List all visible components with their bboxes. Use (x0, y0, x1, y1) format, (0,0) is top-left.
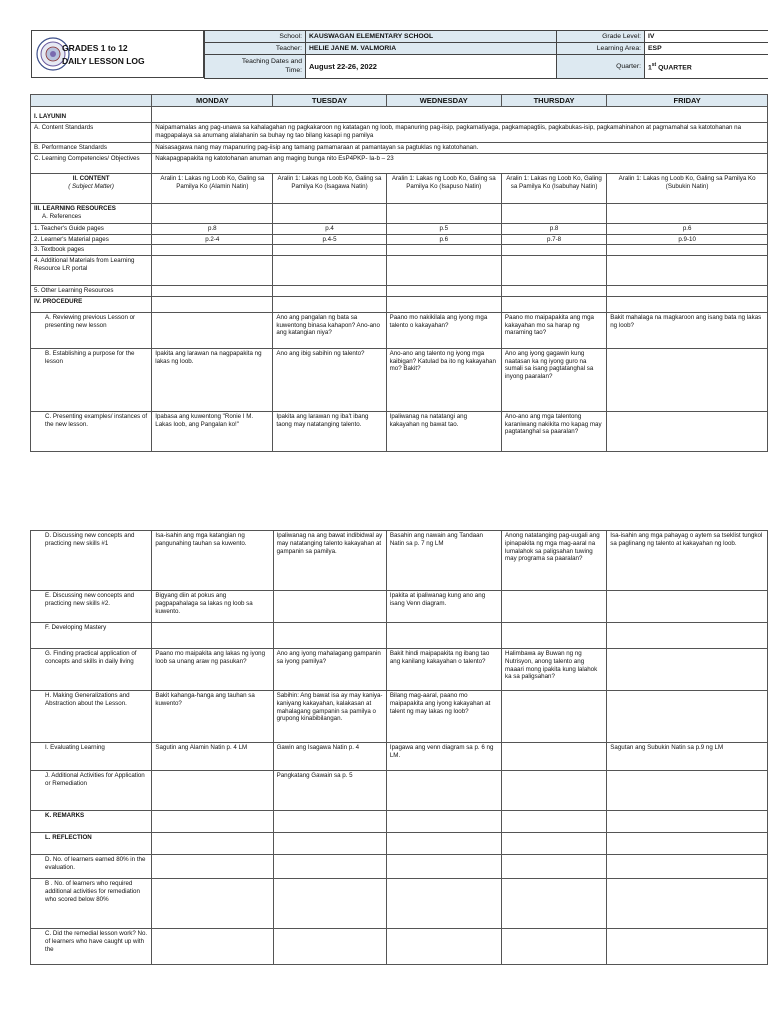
lm-wednesday: p.6 (386, 234, 501, 245)
procedure-b-label: B. Establishing a purpose for the lesson (31, 348, 152, 411)
pa-monday (152, 312, 273, 348)
tg-tuesday: p.4 (273, 223, 386, 234)
dates-value: August 22-26, 2022 (306, 55, 557, 79)
rb-wed (386, 879, 501, 929)
ph-wednesday: Bilang mag-aaral, paano mo maipapakita ang iyong kakayahan at talent ng may lakas ng loob? (386, 691, 501, 743)
am-wed (386, 256, 501, 286)
pj-wednesday (386, 771, 501, 811)
header-title-dll: DAILY LESSON LOG (62, 56, 145, 66)
rd-wed (386, 855, 501, 879)
pi-tuesday: Gawin ang Isagawa Natin p. 4 (273, 743, 386, 771)
tb-tue (273, 245, 386, 256)
pa-thursday: Paano mo maipapakita ang mga kakayahan mo sa harap ng maraming tao? (501, 312, 606, 348)
or-mon (152, 286, 273, 297)
quarter-label: Quarter: (557, 55, 645, 79)
content-label: II. CONTENT (72, 174, 110, 182)
dates-label-line2: Time: (285, 66, 302, 74)
procedure-e-row (31, 591, 768, 623)
performance-standards-row (31, 143, 768, 154)
dates-label-line1: Teaching Dates and (241, 57, 302, 65)
procedure-c-row (31, 411, 768, 451)
rb-tue (273, 879, 386, 929)
procedure-c-label: C. Presenting examples/ instances of the new lesson. (31, 411, 152, 451)
procedure-heading: IV. PROCEDURE (31, 296, 152, 312)
rf-tue (273, 833, 386, 855)
rk-fri (607, 811, 768, 833)
pj-tuesday: Pangkatang Gawain sa p. 5 (273, 771, 386, 811)
rk-wed (386, 811, 501, 833)
pi-thursday (502, 743, 607, 771)
resources-wed (386, 203, 501, 223)
grade-label: Grade Level: (557, 31, 645, 43)
procedure-h-row (31, 691, 768, 743)
pi-friday: Sagutan ang Subukin Natin sa p.9 ng LM (607, 743, 768, 771)
procedure-h-label: H. Making Generalizations and Abstraction about the Lesson. (31, 691, 152, 743)
references-label: A. References (42, 212, 82, 220)
ph-thursday (502, 691, 607, 743)
rd-thu (502, 855, 607, 879)
tb-thu (501, 245, 606, 256)
corner-cell (31, 95, 152, 107)
pj-monday (152, 771, 273, 811)
pb-friday (607, 348, 768, 411)
reflection-d-row (31, 855, 768, 879)
reflection-label: L. REFLECTION (31, 833, 152, 855)
rc-fri (607, 929, 768, 965)
procedure-row (31, 296, 768, 312)
pc-friday (607, 411, 768, 451)
rb-thu (502, 879, 607, 929)
pc-monday: Ipabasa ang kuwentong "Ronie I M. Lakas loob, ang Pangalan ko!" (152, 411, 273, 451)
resources-fri (607, 203, 768, 223)
pr-fri (607, 296, 768, 312)
performance-standards-text: Naisasagawa nang may mapanuring pag-iisip ang tamang pamamaraan at pamantayan sa pagtuklas ng katotohanan. (152, 143, 768, 154)
pr-tue (273, 296, 386, 312)
pe-thursday (502, 591, 607, 623)
teacher-value: HELIE JANE M. VALMORIA (306, 43, 557, 55)
rc-wed (386, 929, 501, 965)
rf-fri (607, 833, 768, 855)
pg-tuesday: Ano ang iyong mahalagang gampanin sa iyong pamilya? (273, 649, 386, 691)
procedure-g-label: G. Finding practical application of concepts and skills in daily living (31, 649, 152, 691)
procedure-d-label: D. Discussing new concepts and practicing new skills #1 (31, 531, 152, 591)
pj-friday (607, 771, 768, 811)
pb-wednesday: Ano-ano ang talento ng iyong mga kaibigan? Katulad ba ito ng kakayahan mo? Bakit? (386, 348, 501, 411)
am-fri (607, 256, 768, 286)
pi-monday: Sagutin ang Alamin Natin p. 4 LM (152, 743, 273, 771)
content-row (31, 173, 768, 203)
reflection-c-row (31, 929, 768, 965)
content-thursday: Aralin 1: Lakas ng Loob Ko, Galing sa Pamilya Ko (Isabuhay Natin) (501, 173, 606, 203)
procedure-g-row (31, 649, 768, 691)
tg-thursday: p.8 (501, 223, 606, 234)
tg-label: 1. Teacher's Guide pages (31, 223, 152, 234)
pb-monday: Ipakita ang larawan na nagpapakita ng lakas ng loob. (152, 348, 273, 411)
header-title-grades: GRADES 1 to 12 (62, 43, 128, 53)
header (31, 30, 768, 78)
rf-wed (386, 833, 501, 855)
lm-monday: p.2-4 (152, 234, 273, 245)
content-wednesday: Aralin 1: Lakas ng Loob Ko, Galing sa Pamilya Ko (Isapuso Natin) (386, 173, 501, 203)
procedure-a-row (31, 312, 768, 348)
lesson-log-table-page1 (30, 94, 768, 452)
rb-mon (152, 879, 273, 929)
rc-mon (152, 929, 273, 965)
resources-thu (501, 203, 606, 223)
pg-monday: Paano mo maipakita ang lakas ng iyong loob sa unang araw ng pasukan? (152, 649, 273, 691)
pf-mon (152, 623, 273, 649)
resources-label: III. LEARNING RESOURCES (34, 204, 116, 212)
lm-thursday: p.7-8 (501, 234, 606, 245)
layunin-row (31, 107, 768, 123)
rk-mon (152, 811, 273, 833)
competencies-label: C. Learning Competencies/ Objectives (31, 153, 152, 173)
pd-friday: Isa-isahin ang mga pahayag o aytem sa tseklist tungkol sa paglinang ng talento at kakayahan ng loob. (607, 531, 768, 591)
or-tue (273, 286, 386, 297)
pg-wednesday: Bakit hindi maipapakita ng ibang tao ang kanilang kakayahan o talento? (386, 649, 501, 691)
procedure-b-row (31, 348, 768, 411)
ph-friday (607, 691, 768, 743)
pe-monday: Bigyang diin at pokus ang pagpapahalaga sa lakas ng loob sa kuwento. (152, 591, 273, 623)
am-thu (501, 256, 606, 286)
remarks-row (31, 811, 768, 833)
procedure-i-label: I. Evaluating Learning (31, 743, 152, 771)
pr-wed (386, 296, 501, 312)
pe-wednesday: Ipakita at ipaliwanag kung ano ang isang Venn diagram. (386, 591, 501, 623)
pf-wed (386, 623, 501, 649)
pd-tuesday: Ipaliwanag na ang bawat indibidwal ay may natatanging talento kakayahan at gampanin sa pamilya. (273, 531, 386, 591)
content-friday: Aralin 1: Lakas ng Loob Ko, Galing sa Pamilya Ko (Subukin Natin) (607, 173, 768, 203)
rd-fri (607, 855, 768, 879)
day-tuesday: TUESDAY (273, 95, 386, 107)
content-tuesday: Aralin 1: Lakas ng Loob Ko, Galing sa Pamilya Ko (Isagawa Natin) (273, 173, 386, 203)
content-standards-row (31, 123, 768, 143)
pr-mon (152, 296, 273, 312)
ph-tuesday: Sabihin: Ang bawat isa ay may kaniya-kaniyang kakayahan, kalakasan at mahalagang gampanin sa pamilya o grupong kinabibilangan. (273, 691, 386, 743)
pb-tuesday: Ano ang ibig sabihin ng talento? (273, 348, 386, 411)
tb-mon (152, 245, 273, 256)
pc-thursday: Ano-ano ang mga talentong karaniwang nakikita mo kapag may pagtatanghal sa paaralan? (501, 411, 606, 451)
day-thursday: THURSDAY (501, 95, 606, 107)
layunin-heading: I. LAYUNIN (31, 107, 152, 123)
am-tue (273, 256, 386, 286)
textbook-label: 3. Textbook pages (31, 245, 152, 256)
procedure-j-label: J. Additional Activities for Application or Remediation (31, 771, 152, 811)
competencies-row (31, 153, 768, 173)
additional-materials-label: 4. Additional Materials from Learning Resource LR portal (31, 256, 152, 286)
lesson-log-table-page2 (30, 530, 768, 965)
tg-monday: p.8 (152, 223, 273, 234)
tg-friday: p.6 (607, 223, 768, 234)
resources-mon (152, 203, 273, 223)
reflection-b-row (31, 879, 768, 929)
content-standards-label: A. Content Standards (31, 123, 152, 143)
day-friday: FRIDAY (607, 95, 768, 107)
quarter-sup: st (651, 61, 657, 68)
remarks-label: K. REMARKS (31, 811, 152, 833)
quarter-text: QUARTER (656, 64, 692, 72)
pd-monday: Isa-isahin ang mga katangian ng pangunahing tauhan sa kuwento. (152, 531, 273, 591)
school-label: School: (205, 31, 306, 43)
pd-wednesday: Basahin ang nawain ang Tandaan Natin sa p. 7 ng LM (386, 531, 501, 591)
content-monday: Aralin 1: Lakas ng Loob Ko, Galing sa Pamilya Ko (Alamin Natin) (152, 173, 273, 203)
resources-row (31, 203, 768, 223)
quarter-value (645, 55, 768, 79)
procedure-f-label: F. Developing Mastery (31, 623, 152, 649)
pf-thu (502, 623, 607, 649)
am-mon (152, 256, 273, 286)
reflection-row (31, 833, 768, 855)
pa-tuesday: Ano ang pangalan ng bata sa kuwentong binasa kahapon? Ano-ano ang katangian niya? (273, 312, 386, 348)
school-value: KAUSWAGAN ELEMENTARY SCHOOL (306, 31, 557, 43)
pr-thu (501, 296, 606, 312)
content-sublabel: ( Subject Matter) (68, 182, 114, 190)
competencies-text: Nakapagpapakita ng katotohanan anuman ang maging bunga nito EsP4PKP- Ia-b – 23 (152, 153, 768, 173)
lm-row (31, 234, 768, 245)
area-label: Learning Area: (557, 43, 645, 55)
pb-thursday: Ano ang iyong gagawin kung naatasan ka ng iyong guro na sumali sa isang pagtatanghal sa inyong paaralan? (501, 348, 606, 411)
tb-fri (607, 245, 768, 256)
reflection-c-label: C. Did the remedial lesson work? No. of learners who have caught up with the (31, 929, 152, 965)
lm-tuesday: p.4-5 (273, 234, 386, 245)
dates-label (205, 55, 306, 79)
procedure-i-row (31, 743, 768, 771)
procedure-j-row (31, 771, 768, 811)
or-thu (501, 286, 606, 297)
pa-wednesday: Paano mo nakikilala ang iyong mga talento o kakayahan? (386, 312, 501, 348)
pa-friday: Bakit mahalaga na magkaroon ang isang bata ng lakas ng loob? (607, 312, 768, 348)
tg-row (31, 223, 768, 234)
pf-tue (273, 623, 386, 649)
ph-monday: Bakit kahanga-hanga ang tauhan sa kuwento? (152, 691, 273, 743)
pj-thursday (502, 771, 607, 811)
procedure-a-label: A. Reviewing previous Lesson or presenting new lesson (31, 312, 152, 348)
rf-mon (152, 833, 273, 855)
pg-thursday: Halimbawa ay Buwan ng ng Nutrisyon, anong talento ang maaari mong ipakita kung lalahok ka sa paligsahan? (502, 649, 607, 691)
reflection-b-label: B . No. of learners who required additional activities for remediation who scored below 80% (31, 879, 152, 929)
procedure-e-label: E. Discussing new concepts and practicing new skills #2. (31, 591, 152, 623)
lm-friday: p.9-10 (607, 234, 768, 245)
pg-friday (607, 649, 768, 691)
teacher-label: Teacher: (205, 43, 306, 55)
rc-thu (502, 929, 607, 965)
pi-wednesday: Ipagawa ang venn diagram sa p. 6 ng LM. (386, 743, 501, 771)
pd-thursday: Anong natatanging pag-uugali ang ipinapakita ng mga mag-aaral na lumalahok sa paligsahan tuwing may programa sa paaralan? (502, 531, 607, 591)
quarter-num: 1 (648, 64, 652, 72)
additional-materials-row (31, 256, 768, 286)
area-value: ESP (645, 43, 768, 55)
rf-thu (502, 833, 607, 855)
content-standards-text: Naipamamalas ang pag-unawa sa kahalagahan ng pagkakaroon ng katatagan ng loob, mapanuring pag-iisip, pagkamatiyaga, pagkamapagtiis, pagkabukas-isip, pagkamahinahon at pagmamahal sa katotohanan na magpapalaya sa anumang alalahanin sa buhay ng tao bilang kasapi ng pamilya (152, 123, 768, 143)
procedure-d-row (31, 531, 768, 591)
tg-wednesday: p.5 (386, 223, 501, 234)
content-label-cell (31, 173, 152, 203)
rk-thu (502, 811, 607, 833)
rd-tue (273, 855, 386, 879)
layunin-blank (152, 107, 768, 123)
tb-wed (386, 245, 501, 256)
textbook-row (31, 245, 768, 256)
day-header-row (31, 95, 768, 107)
resources-tue (273, 203, 386, 223)
other-resources-row (31, 286, 768, 297)
procedure-f-row (31, 623, 768, 649)
grade-value: IV (645, 31, 768, 43)
pc-tuesday: Ipakita ang larawan ng iba't ibang taong may natatanging talento. (273, 411, 386, 451)
pf-fri (607, 623, 768, 649)
pe-tuesday (273, 591, 386, 623)
header-meta-table (204, 30, 768, 79)
lm-label: 2. Learner's Material pages (31, 234, 152, 245)
performance-standards-label: B. Performance Standards (31, 143, 152, 154)
rk-tue (273, 811, 386, 833)
pc-wednesday: Ipaliwanag na natatangi ang kakayahan ng bawat tao. (386, 411, 501, 451)
resources-label-cell (31, 203, 152, 223)
or-fri (607, 286, 768, 297)
rd-mon (152, 855, 273, 879)
day-monday: MONDAY (152, 95, 273, 107)
header-title-box (31, 30, 204, 78)
pe-friday (607, 591, 768, 623)
day-wednesday: WEDNESDAY (386, 95, 501, 107)
or-wed (386, 286, 501, 297)
rb-fri (607, 879, 768, 929)
other-resources-label: 5. Other Learning Resources (31, 286, 152, 297)
rc-tue (273, 929, 386, 965)
reflection-d-label: D. No. of learners earned 80% in the evaluation. (31, 855, 152, 879)
